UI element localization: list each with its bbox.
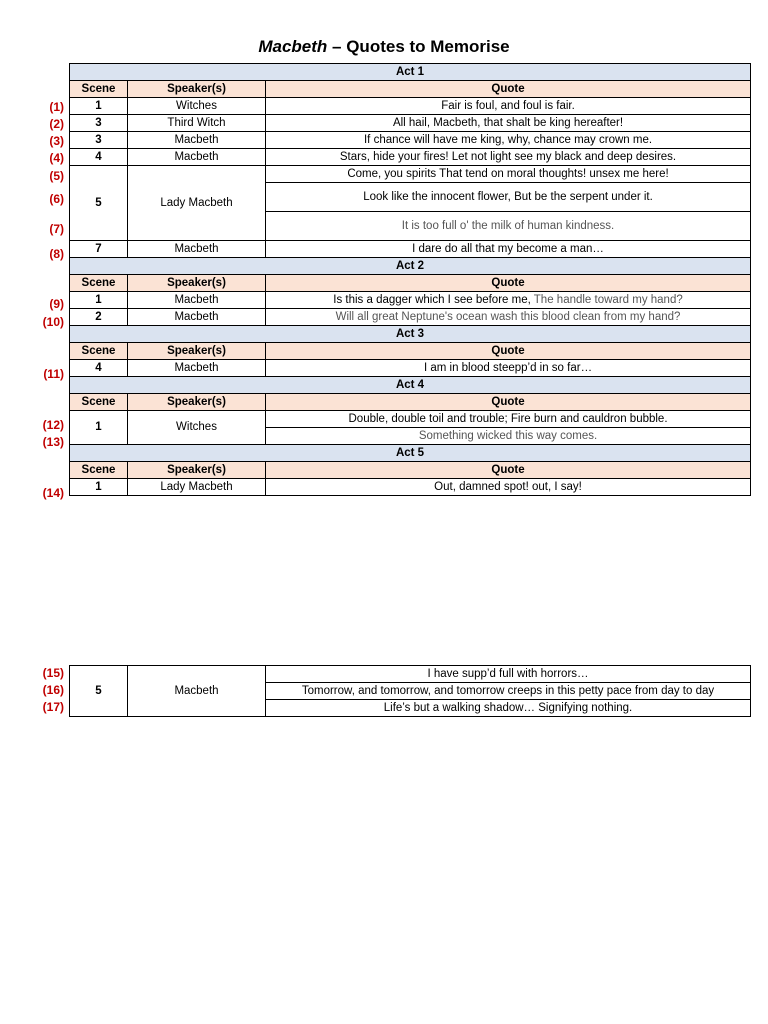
scene-cell: 2 <box>70 309 128 326</box>
act-header-row <box>70 377 751 394</box>
table-row <box>70 241 751 258</box>
table-row <box>70 292 751 309</box>
quote-cell: If chance will have me king, why, chance may crown me. <box>266 132 751 149</box>
quote-number: (11) <box>43 367 64 381</box>
table-row <box>70 360 751 377</box>
page-title <box>0 37 768 57</box>
act-label: Act 3 <box>70 326 751 343</box>
quote-number: (6) <box>49 192 64 206</box>
quote-cell: I am in blood steepp’d in so far… <box>266 360 751 377</box>
quote-number: (7) <box>49 222 64 236</box>
table-row <box>70 309 751 326</box>
speaker-cell: Macbeth <box>128 149 266 166</box>
quote-part: Is this a dagger which I see before me, <box>333 293 531 306</box>
column-header-row <box>70 343 751 360</box>
column-header-row <box>70 462 751 479</box>
scene-header: Scene <box>70 81 128 98</box>
table-row <box>70 166 751 183</box>
quote-number: (13) <box>42 435 64 449</box>
quote-number: (12) <box>42 418 64 432</box>
title-italic: Macbeth <box>258 37 328 56</box>
quote-cell: Look like the innocent flower, But be the serpent under it. <box>266 183 751 212</box>
quote-header: Quote <box>266 275 751 292</box>
scene-header: Scene <box>70 275 128 292</box>
quote-header: Quote <box>266 81 751 98</box>
scene-cell: 5 <box>70 166 128 241</box>
quote-number: (16) <box>42 683 64 697</box>
quote-number: (17) <box>42 700 64 714</box>
speaker-cell: Third Witch <box>128 115 266 132</box>
quote-cell <box>266 292 751 309</box>
quote-number: (8) <box>49 247 64 261</box>
speaker-cell: Macbeth <box>128 666 266 717</box>
quote-number: (10) <box>42 315 64 329</box>
speaker-cell: Lady Macbeth <box>128 479 266 496</box>
quote-number: (15) <box>42 666 64 680</box>
scene-cell: 1 <box>70 479 128 496</box>
quote-cell: Come, you spirits That tend on moral thoughts! unsex me here! <box>266 166 751 183</box>
scene-cell: 1 <box>70 98 128 115</box>
quote-cell: Something wicked this way comes. <box>266 428 751 445</box>
quote-cell: Tomorrow, and tomorrow, and tomorrow creeps in this petty pace from day to day <box>266 683 751 700</box>
column-header-row <box>70 275 751 292</box>
quote-cell: Stars, hide your fires! Let not light see my black and deep desires. <box>266 149 751 166</box>
quote-number: (14) <box>42 486 64 500</box>
quotes-table <box>69 63 751 496</box>
column-header-row <box>70 394 751 411</box>
speaker-cell: Lady Macbeth <box>128 166 266 241</box>
column-header-row <box>70 81 751 98</box>
act-header-row <box>70 445 751 462</box>
quote-cell: Will all great Neptune's ocean wash this blood clean from my hand? <box>266 309 751 326</box>
scene-cell: 4 <box>70 149 128 166</box>
table-row <box>70 411 751 428</box>
quote-cell: Out, damned spot! out, I say! <box>266 479 751 496</box>
quote-number: (9) <box>49 297 64 311</box>
speaker-header: Speaker(s) <box>128 343 266 360</box>
quote-header: Quote <box>266 343 751 360</box>
quotes-table-continued <box>69 665 751 717</box>
speaker-header: Speaker(s) <box>128 81 266 98</box>
speaker-cell: Witches <box>128 411 266 445</box>
scene-cell: 1 <box>70 411 128 445</box>
act-label: Act 2 <box>70 258 751 275</box>
quote-number: (4) <box>49 151 64 165</box>
table-row <box>70 149 751 166</box>
table-row <box>70 115 751 132</box>
quote-cell: I have supp’d full with horrors… <box>266 666 751 683</box>
act-header-row <box>70 64 751 81</box>
quote-cell: All hail, Macbeth, that shalt be king hereafter! <box>266 115 751 132</box>
scene-cell: 3 <box>70 115 128 132</box>
scene-cell: 1 <box>70 292 128 309</box>
quote-part: The handle toward my hand? <box>530 293 683 306</box>
speaker-cell: Macbeth <box>128 292 266 309</box>
speaker-header: Speaker(s) <box>128 275 266 292</box>
scene-header: Scene <box>70 394 128 411</box>
quote-cell: Fair is foul, and foul is fair. <box>266 98 751 115</box>
quote-number: (2) <box>49 117 64 131</box>
quote-header: Quote <box>266 462 751 479</box>
quote-cell: It is too full o' the milk of human kindness. <box>266 212 751 241</box>
table-row <box>70 132 751 149</box>
quote-number: (1) <box>49 100 64 114</box>
quote-number: (5) <box>49 169 64 183</box>
act-header-row <box>70 258 751 275</box>
table-row <box>70 479 751 496</box>
act-label: Act 4 <box>70 377 751 394</box>
scene-cell: 7 <box>70 241 128 258</box>
table-row <box>70 98 751 115</box>
scene-header: Scene <box>70 343 128 360</box>
speaker-cell: Macbeth <box>128 132 266 149</box>
table-row <box>70 666 751 683</box>
scene-cell: 5 <box>70 666 128 717</box>
speaker-header: Speaker(s) <box>128 462 266 479</box>
act-label: Act 5 <box>70 445 751 462</box>
act-label: Act 1 <box>70 64 751 81</box>
quote-header: Quote <box>266 394 751 411</box>
speaker-cell: Witches <box>128 98 266 115</box>
speaker-cell: Macbeth <box>128 309 266 326</box>
quote-number: (3) <box>49 134 64 148</box>
scene-cell: 3 <box>70 132 128 149</box>
speaker-header: Speaker(s) <box>128 394 266 411</box>
quote-cell: Double, double toil and trouble; Fire burn and cauldron bubble. <box>266 411 751 428</box>
act-header-row <box>70 326 751 343</box>
speaker-cell: Macbeth <box>128 360 266 377</box>
speaker-cell: Macbeth <box>128 241 266 258</box>
scene-header: Scene <box>70 462 128 479</box>
title-rest: – Quotes to Memorise <box>327 37 510 56</box>
scene-cell: 4 <box>70 360 128 377</box>
quote-cell: Life’s but a walking shadow… Signifying nothing. <box>266 700 751 717</box>
quote-cell: I dare do all that my become a man… <box>266 241 751 258</box>
